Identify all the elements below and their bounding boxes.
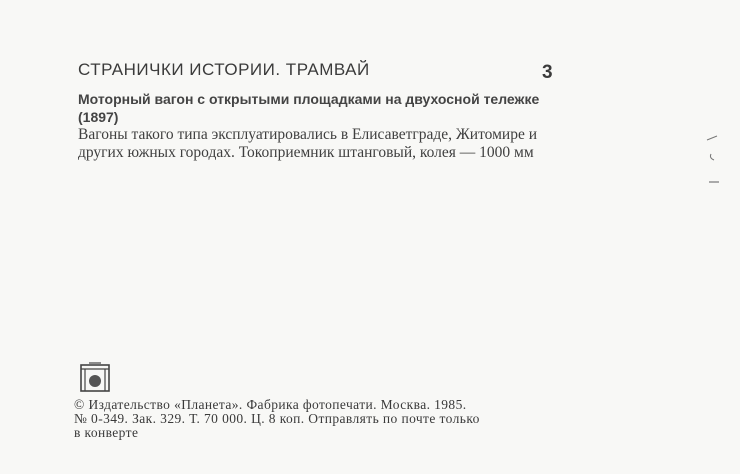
card-number: 3 bbox=[542, 62, 553, 83]
copyright-icon: © bbox=[74, 397, 85, 412]
imprint-line-2: № 0-349. Зак. 329. Т. 70 000. Ц. 8 коп. Отправлять по почте только bbox=[74, 411, 480, 426]
publisher-imprint bbox=[74, 398, 564, 440]
subject-heading: Моторный вагон с открытыми площадками на двухосной тележке (1897) bbox=[78, 91, 540, 125]
series-title: СТРАНИЧКИ ИСТОРИИ. ТРАМВАЙ bbox=[78, 60, 370, 79]
imprint-line-1: Издательство «Планета». Фабрика фотопечати. Москва. 1985. bbox=[88, 397, 467, 412]
margin-marks bbox=[705, 130, 725, 190]
publisher-logo-icon bbox=[80, 362, 110, 392]
description-text: Вагоны такого типа эксплуатировались в Елисаветграде, Житомире и других южных городах. Токоприемник штанговый, колея — 1000 мм bbox=[78, 126, 537, 161]
imprint-line-3: в конверте bbox=[74, 425, 139, 440]
